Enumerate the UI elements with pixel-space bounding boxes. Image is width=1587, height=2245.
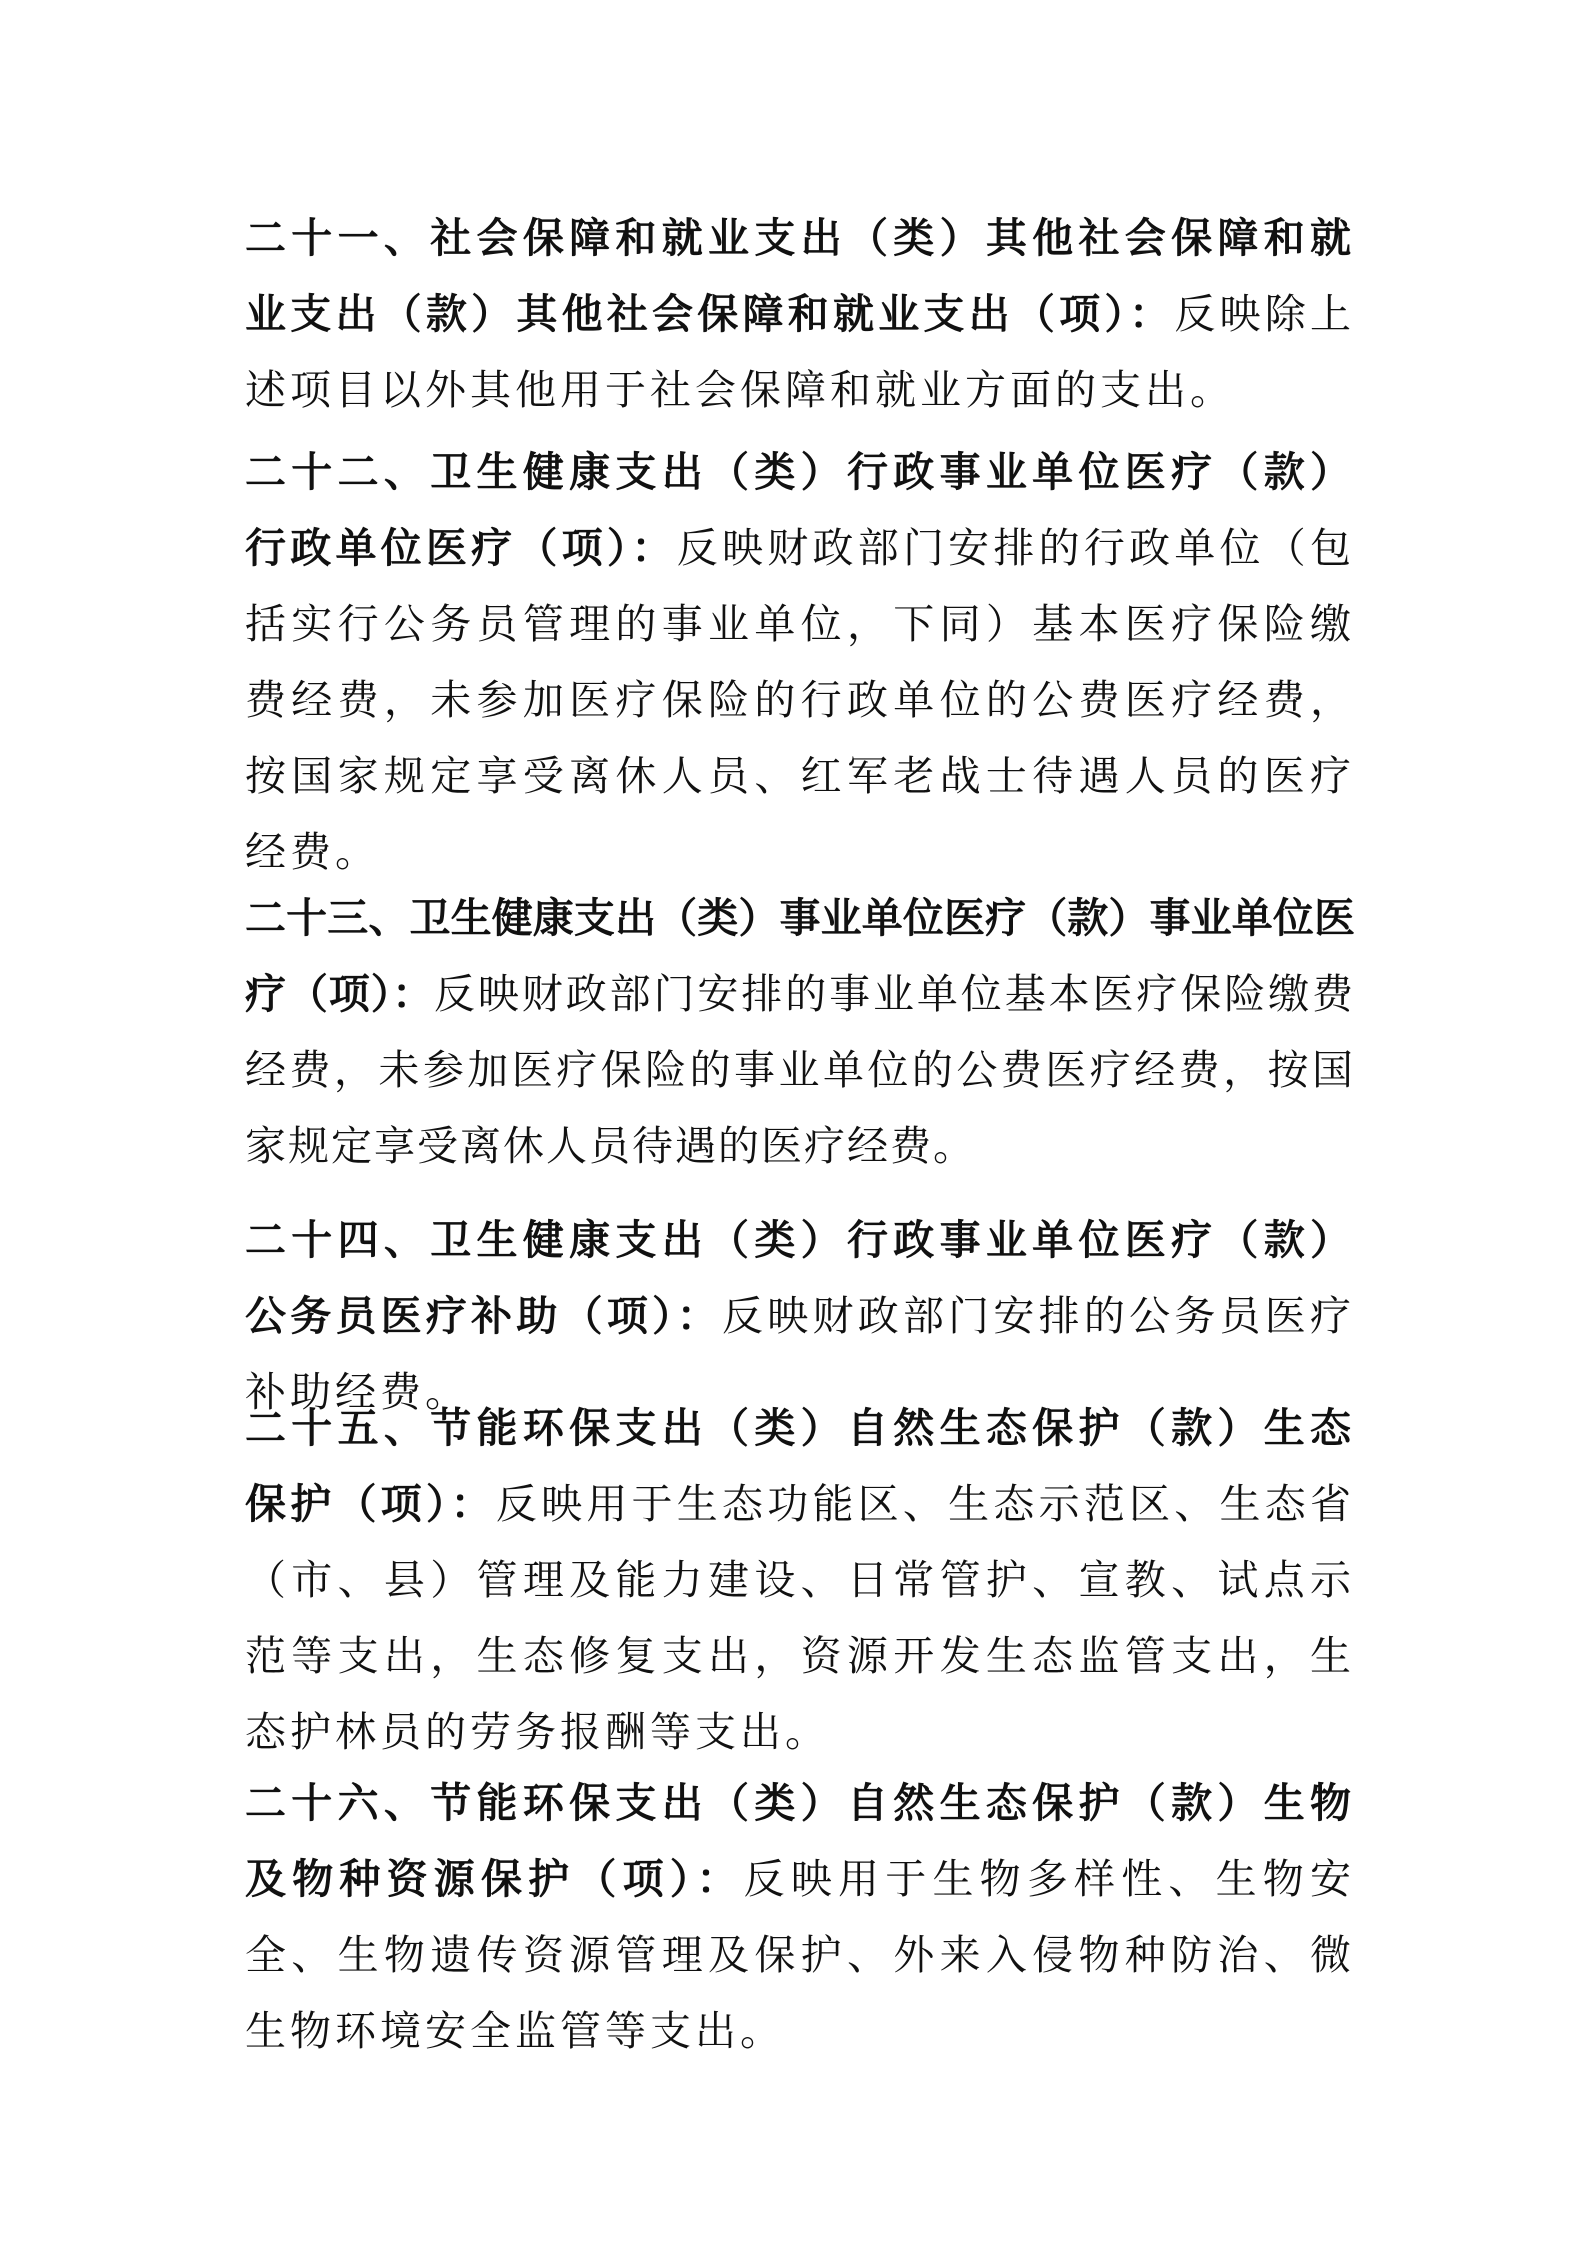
- paragraph-item-26: [245, 1765, 1355, 2069]
- paragraph-item-23: [245, 880, 1355, 1184]
- paragraph-heading: 二十三、卫生健康支出（类）事业单位医疗（款）事业单位医疗（项）：: [245, 894, 1355, 1018]
- paragraph-body: 反映财政部门安排的事业单位基本医疗保险缴费经费，未参加医疗保险的事业单位的公费医疗经费，按国家规定享受离休人员待遇的医疗经费。: [245, 970, 1355, 1170]
- paragraph-body: 反映财政部门安排的行政单位（包括实行公务员管理的事业单位，下同）基本医疗保险缴费经费，未参加医疗保险的行政单位的公费医疗经费，按国家规定享受离休人员、红军老战士待遇人员的医疗经费。: [245, 524, 1356, 876]
- paragraph-heading: 二十一、社会保障和就业支出（类）其他社会保障和就业支出（款）其他社会保障和就业支出（项）：: [245, 214, 1355, 338]
- paragraph-heading: 二十六、节能环保支出（类）自然生态保护（款）生物及物种资源保护（项）：: [245, 1779, 1355, 1903]
- paragraph-body: 反映财政部门安排的公务员医疗补助经费。: [245, 1292, 1356, 1416]
- paragraph-body: 反映用于生态功能区、生态示范区、生态省（市、县）管理及能力建设、日常管护、宣教、试点示范等支出，生态修复支出，资源开发生态监管支出，生态护林员的劳务报酬等支出。: [245, 1480, 1355, 1756]
- paragraph-body: 反映除上述项目以外其他用于社会保障和就业方面的支出。: [245, 290, 1355, 414]
- paragraph-item-21: [245, 200, 1355, 428]
- paragraph-heading: 二十四、卫生健康支出（类）行政事业单位医疗（款）公务员医疗补助（项）：: [245, 1216, 1355, 1340]
- paragraph-heading: 二十二、卫生健康支出（类）行政事业单位医疗（款）行政单位医疗（项）：: [245, 448, 1355, 572]
- paragraph-item-25: [245, 1390, 1355, 1770]
- paragraph-body: 反映用于生物多样性、生物安全、生物遗传资源管理及保护、外来入侵物种防治、微生物环境安全监管等支出。: [245, 1855, 1356, 2055]
- paragraph-item-22: [245, 434, 1355, 890]
- paragraph-heading: 二十五、节能环保支出（类）自然生态保护（款）生态保护（项）：: [245, 1404, 1355, 1528]
